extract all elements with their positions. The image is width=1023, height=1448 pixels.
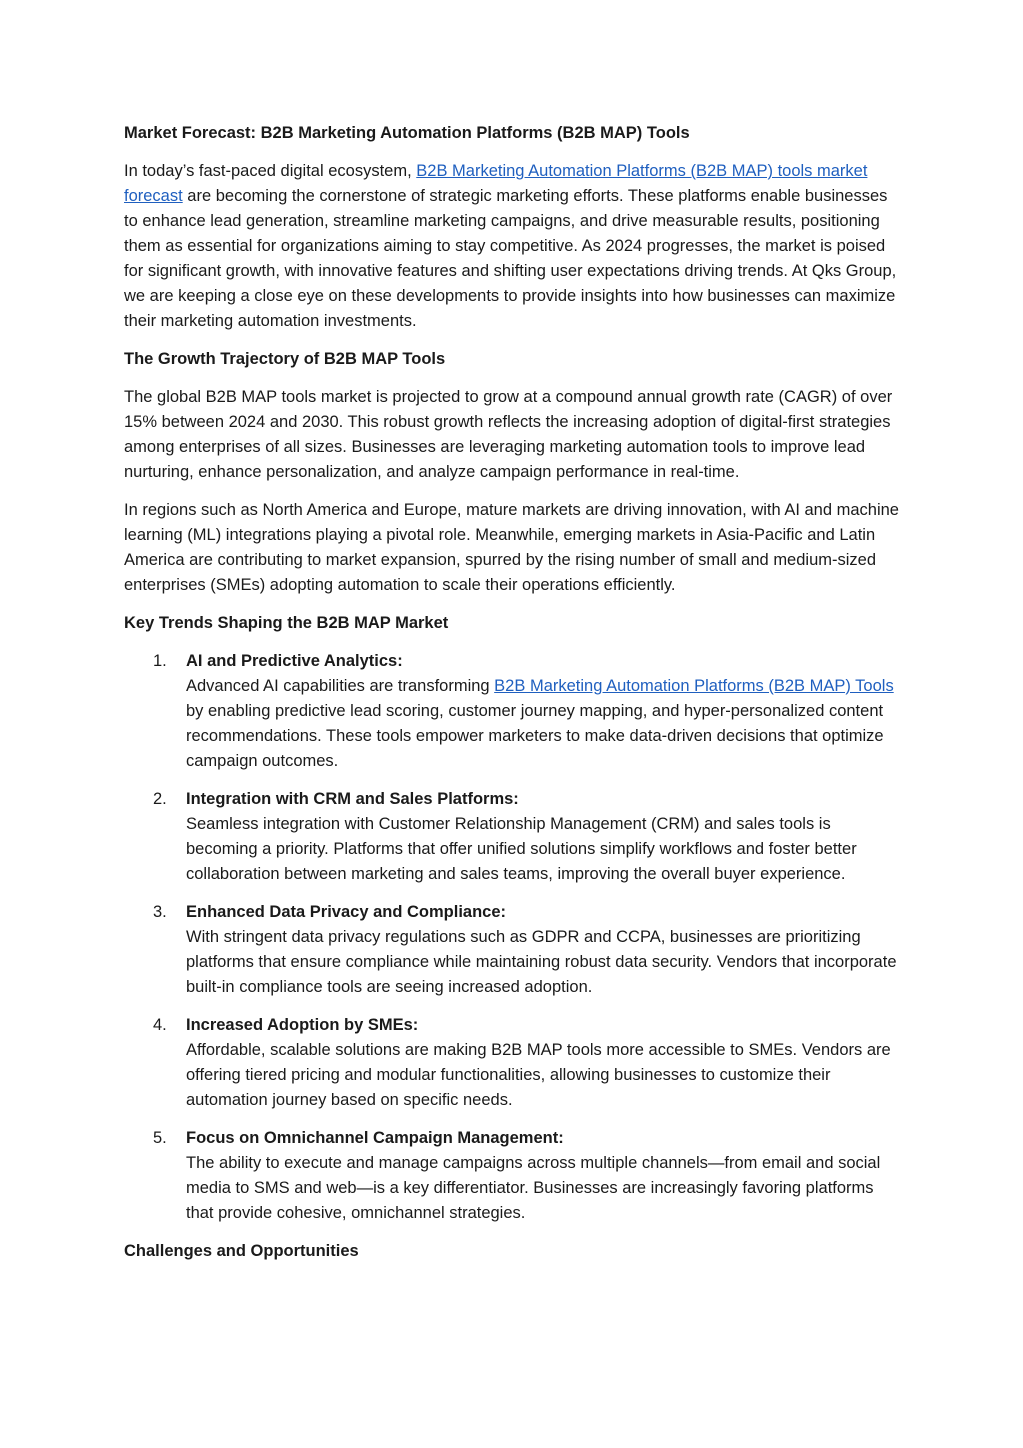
trends-heading: Key Trends Shaping the B2B MAP Market: [124, 614, 449, 632]
trend-item-5: [124, 1126, 904, 1226]
challenges-heading: Challenges and Opportunities: [124, 1242, 359, 1260]
document-page: [124, 121, 904, 1277]
trend-number: 3.: [153, 903, 167, 921]
trend-text-before: Advanced AI capabilities are transforming: [186, 677, 495, 695]
intro-text-before: In today’s fast-paced digital ecosystem,: [124, 162, 417, 180]
b2b-map-tools-link[interactable]: B2B Marketing Automation Platforms (B2B MAP) Tools: [494, 677, 894, 695]
trend-number: 5.: [153, 1129, 167, 1147]
trend-text: Seamless integration with Customer Relationship Management (CRM) and sales tools is becoming a priority. Platforms that offer unified solutions simplify workflows and foster better collaboration between marketing and sales teams, improving the overall buyer experience.: [186, 815, 857, 883]
trends-list: [124, 649, 904, 1226]
trend-text-after: by enabling predictive lead scoring, customer journey mapping, and hyper-personalized content recommendations. These tools empower marketers to make data-driven decisions that optimize campaign outcomes.: [186, 702, 884, 770]
trend-text: The ability to execute and manage campaigns across multiple channels—from email and social media to SMS and web—is a key differentiator. Businesses are increasingly favoring platforms that provide cohesive, omnichannel strategies.: [186, 1154, 881, 1222]
intro-text-after: are becoming the cornerstone of strategic marketing efforts. These platforms enable businesses to enhance lead generation, streamline marketing campaigns, and drive measurable results, positioning them as essential for organizations aiming to stay competitive. As 2024 progresses, the market is poised for significant growth, with innovative features and shifting user expectations driving trends. At Qks Group, we are keeping a close eye on these developments to provide insights into how businesses can maximize their marketing automation investments.: [124, 187, 897, 330]
trend-item-1: [124, 649, 904, 774]
intro-paragraph: [124, 159, 904, 334]
trend-title: Focus on Omnichannel Campaign Management:: [186, 1129, 564, 1147]
growth-paragraph-1: The global B2B MAP tools market is projected to grow at a compound annual growth rate (CAGR) of over 15% between 2024 and 2030. This robust growth reflects the increasing adoption of digital-first strategies among enterprises of all sizes. Businesses are leveraging marketing automation tools to improve lead nurturing, enhance personalization, and analyze campaign performance in real-time.: [124, 388, 893, 481]
trend-number: 1.: [153, 652, 167, 670]
trend-title: Integration with CRM and Sales Platforms:: [186, 790, 519, 808]
trend-item-3: [124, 900, 904, 1000]
document-title: Market Forecast: B2B Marketing Automation Platforms (B2B MAP) Tools: [124, 124, 690, 142]
trend-text: Affordable, scalable solutions are making B2B MAP tools more accessible to SMEs. Vendors are offering tiered pricing and modular functionalities, allowing businesses to customize their automation journey based on specific needs.: [186, 1041, 891, 1109]
growth-heading: The Growth Trajectory of B2B MAP Tools: [124, 350, 446, 368]
trend-title: AI and Predictive Analytics:: [186, 652, 403, 670]
trend-title: Increased Adoption by SMEs:: [186, 1016, 419, 1034]
trend-title: Enhanced Data Privacy and Compliance:: [186, 903, 507, 921]
growth-paragraph-2: In regions such as North America and Europe, mature markets are driving innovation, with AI and machine learning (ML) integrations playing a pivotal role. Meanwhile, emerging markets in Asia-Pacific and Latin America are contributing to market expansion, spurred by the rising number of small and medium-sized enterprises (SMEs) adopting automation to scale their operations efficiently.: [124, 501, 899, 594]
trend-item-4: [124, 1013, 904, 1113]
trend-text: With stringent data privacy regulations such as GDPR and CCPA, businesses are prioritizing platforms that ensure compliance while maintaining robust data security. Vendors that incorporate built-in compliance tools are seeing increased adoption.: [186, 928, 897, 996]
market-forecast-link[interactable]: B2B Marketing Automation Platforms (B2B MAP) tools market forecast: [124, 162, 868, 205]
trend-number: 4.: [153, 1016, 167, 1034]
trend-number: 2.: [153, 790, 167, 808]
trend-item-2: [124, 787, 904, 887]
